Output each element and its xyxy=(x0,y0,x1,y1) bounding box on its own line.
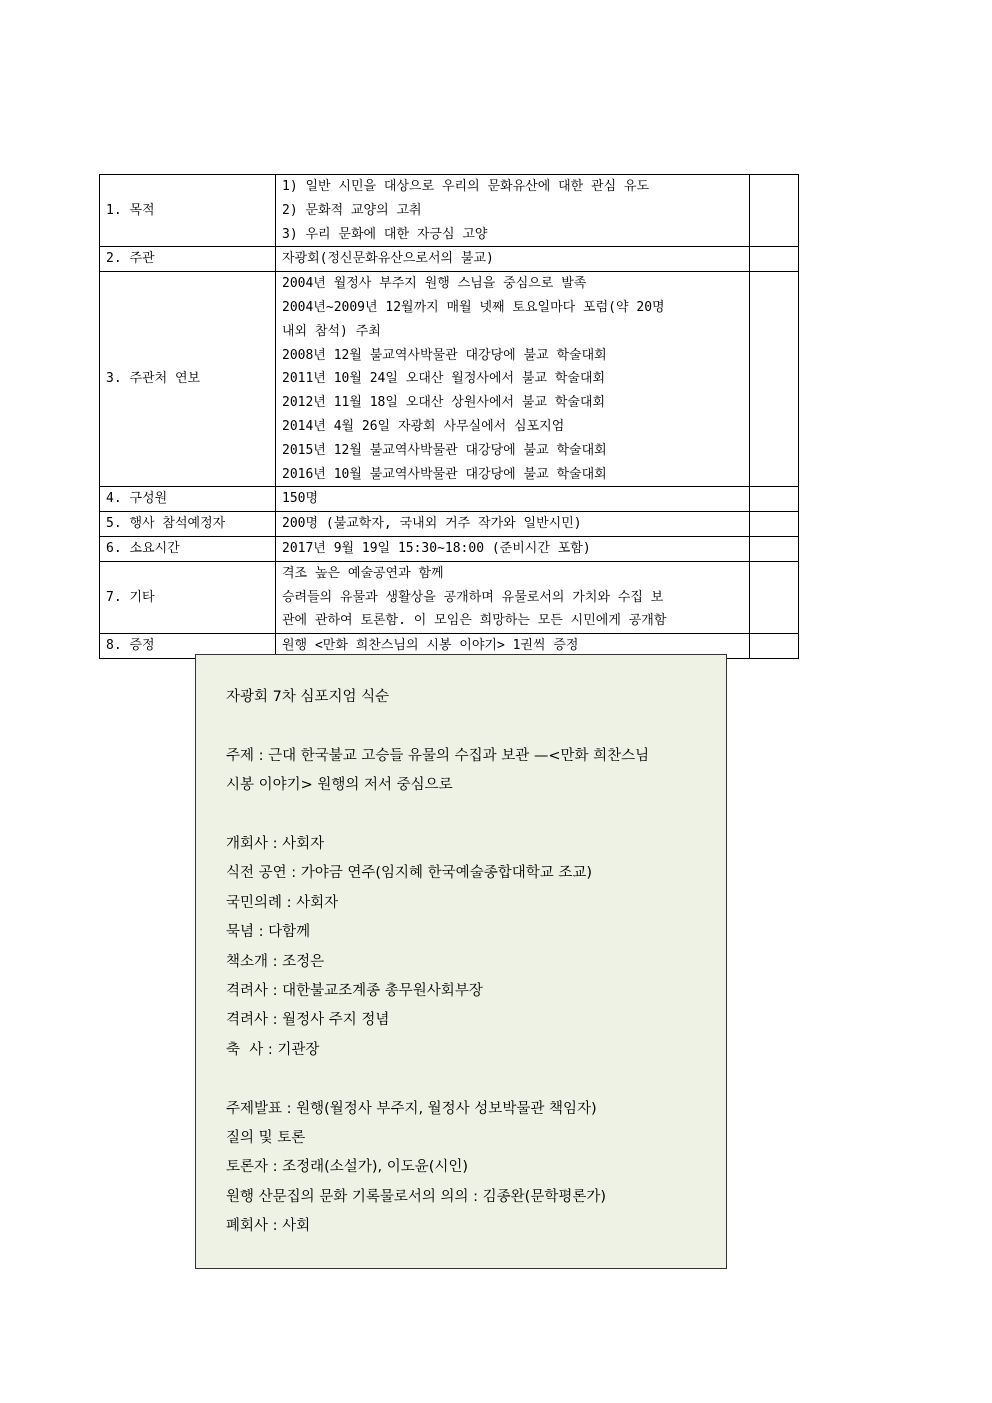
program-item: 식전 공연 : 가야금 연주(임지혜 한국예술종합대학교 조교) xyxy=(226,865,593,882)
row-value-line: 2016년 10월 불교역사박물관 대강당에 불교 학술대회 xyxy=(282,466,607,482)
row-label: 1. 목적 xyxy=(100,175,276,247)
row-value xyxy=(276,272,750,487)
program-theme-line1: 주제 : 근대 한국불교 고승들 유물의 수집과 보관 —<만화 희찬스님 xyxy=(226,747,650,764)
row-label: 2. 주관 xyxy=(100,247,276,272)
empty-cell xyxy=(750,536,799,561)
empty-cell xyxy=(750,487,799,512)
empty-cell xyxy=(750,272,799,487)
row-value-line: 2008년 12월 불교역사박물관 대강당에 불교 학술대회 xyxy=(282,347,607,363)
row-label: 4. 구성원 xyxy=(100,487,276,512)
program-item: 책소개 : 조정은 xyxy=(226,953,325,970)
row-value xyxy=(276,536,750,561)
program-item: 폐회사 : 사회 xyxy=(226,1218,311,1235)
program-item: 토론자 : 조정래(소설가), 이도윤(시인) xyxy=(226,1159,469,1176)
program-box xyxy=(195,654,727,1269)
program-item: 묵념 : 다함께 xyxy=(226,924,311,941)
program-item: 원행 산문집의 문화 기록물로서의 의의 : 김종완(문학평론가) xyxy=(226,1188,607,1205)
program-theme-line2: 시봉 이야기> 원행의 저서 중심으로 xyxy=(226,777,453,794)
table-row xyxy=(100,272,799,487)
empty-cell xyxy=(750,175,799,247)
program-item: 축 사 : 기관장 xyxy=(226,1041,320,1058)
row-value-line: 원행 <만화 희찬스님의 시봉 이야기> 1권씩 증정 xyxy=(282,638,579,654)
table-row xyxy=(100,561,799,633)
info-table xyxy=(99,174,799,659)
table-row xyxy=(100,536,799,561)
row-value xyxy=(276,561,750,633)
row-value-line: 1) 일반 시민을 대상으로 우리의 문화유산에 대한 관심 유도 xyxy=(282,179,650,194)
row-value xyxy=(276,512,750,537)
row-value-line: 승려들의 유물과 생활상을 공개하며 유물로서의 가치와 수집 보 xyxy=(282,589,664,605)
row-value-line: 격조 높은 예술공연과 함께 xyxy=(282,565,444,581)
row-value-line: 3) 우리 문화에 대한 자긍심 고양 xyxy=(282,226,488,242)
row-value-line: 2) 문화적 교양의 고취 xyxy=(282,202,422,218)
row-value-line: 자광회(정신문화유산으로서의 불교) xyxy=(282,251,494,267)
table-row xyxy=(100,247,799,272)
row-value-line: 2004년~2009년 12월까지 매월 넷째 토요일마다 포럼(약 20명 xyxy=(282,299,665,315)
row-value-line: 2011년 10월 24일 오대산 월정사에서 불교 학술대회 xyxy=(282,371,606,387)
row-value xyxy=(276,487,750,512)
empty-cell xyxy=(750,512,799,537)
row-value-line: 150명 xyxy=(282,491,319,507)
row-value-line: 200명 (불교학자, 국내외 거주 작가와 일반시민) xyxy=(282,516,582,532)
program-item: 개회사 : 사회자 xyxy=(226,836,325,852)
empty-cell xyxy=(750,561,799,633)
row-value-line: 2012년 11월 18일 오대산 상원사에서 불교 학술대회 xyxy=(282,395,606,411)
row-label: 7. 기타 xyxy=(100,561,276,633)
empty-cell xyxy=(750,247,799,272)
row-label: 6. 소요시간 xyxy=(100,536,276,561)
program-item: 질의 및 토론 xyxy=(226,1130,306,1147)
table-row xyxy=(100,487,799,512)
program-item: 주제발표 : 원행(월정사 부주지, 월정사 성보박물관 책임자) xyxy=(226,1100,597,1117)
program-item: 국민의례 : 사회자 xyxy=(226,894,339,911)
row-value-line: 관에 관하여 토론함. 이 모임은 희망하는 모든 시민에게 공개함 xyxy=(282,613,667,629)
row-value-line: 2004년 월정사 부주지 원행 스님을 중심으로 발족 xyxy=(282,276,587,292)
row-value-line: 2015년 12월 불교역사박물관 대강당에 불교 학술대회 xyxy=(282,442,607,458)
row-value xyxy=(276,247,750,272)
row-value-line: 2014년 4월 26일 자광회 사무실에서 심포지엄 xyxy=(282,418,565,434)
row-value-line: 2017년 9월 19일 15:30~18:00 (준비시간 포함) xyxy=(282,540,591,556)
table-row xyxy=(100,175,799,247)
empty-cell xyxy=(750,634,799,659)
row-label: 3. 주관처 연보 xyxy=(100,272,276,487)
program-title: 자광회 7차 심포지엄 식순 xyxy=(226,689,390,705)
program-item: 격려사 : 월정사 주지 정념 xyxy=(226,1012,390,1029)
program-item: 격려사 : 대한불교조계종 총무원사회부장 xyxy=(226,983,483,1000)
row-label: 5. 행사 참석예정자 xyxy=(100,512,276,537)
table-row xyxy=(100,512,799,537)
row-value xyxy=(276,175,750,247)
row-label: 8. 증정 xyxy=(100,634,276,659)
row-value-line: 내외 참석) 주최 xyxy=(282,323,381,339)
